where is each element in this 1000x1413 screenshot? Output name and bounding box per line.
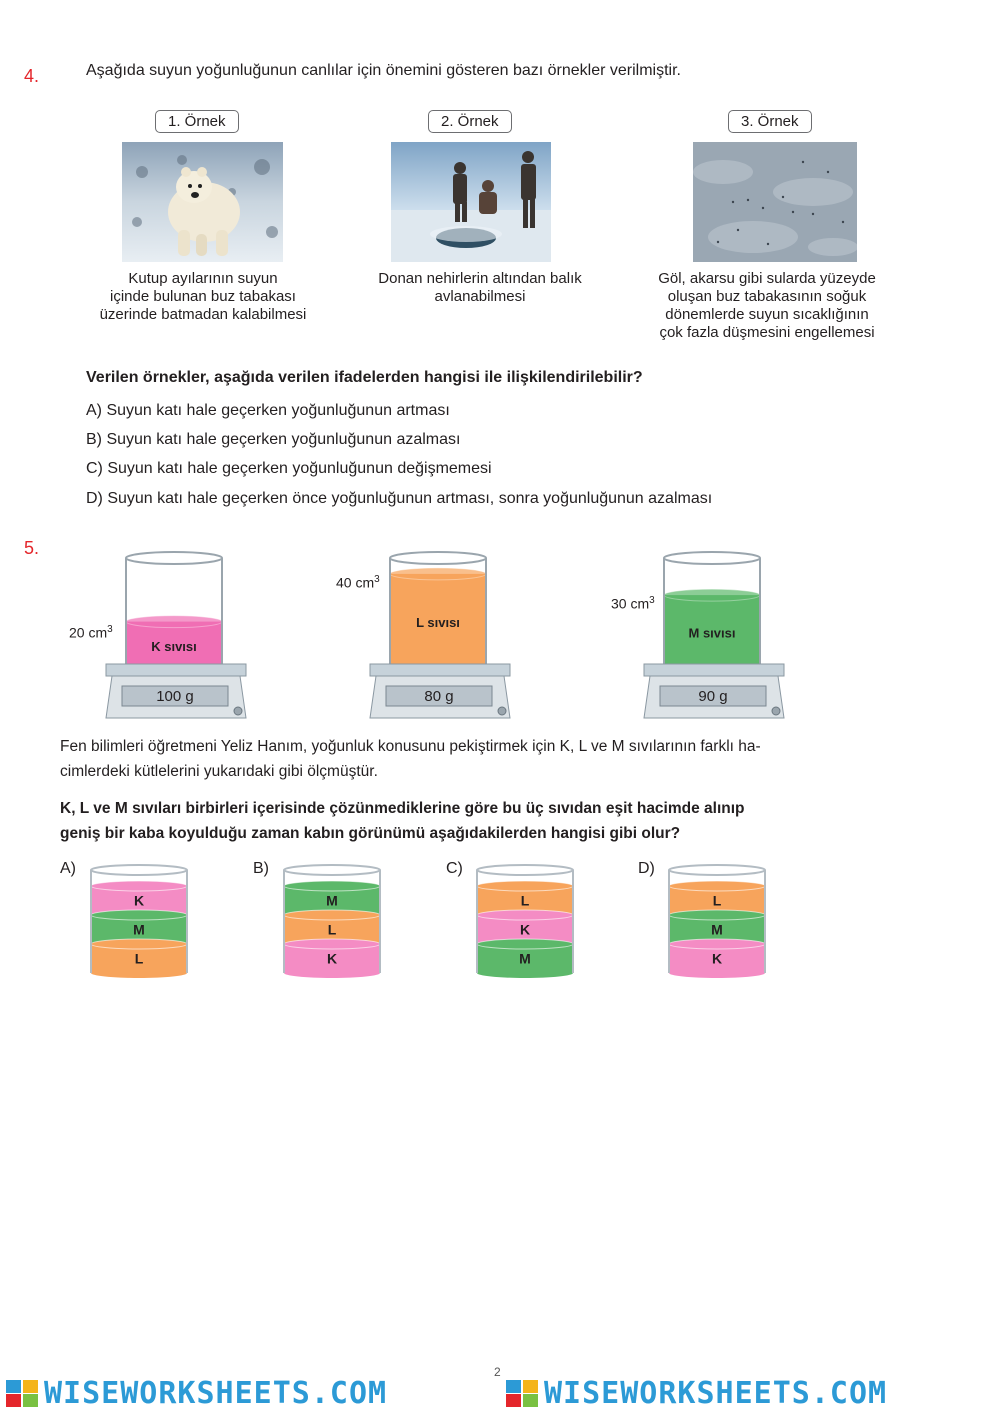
layer-surface <box>91 910 187 920</box>
glass-rim <box>284 865 380 875</box>
volume-value: 40 cm <box>336 574 375 591</box>
question-5-paragraph <box>60 734 940 784</box>
scale-reading: 80 g <box>424 688 454 705</box>
layer-letter: M <box>519 950 531 967</box>
layer-surface <box>669 881 765 891</box>
layer-surface <box>284 881 380 891</box>
volume-exponent: 3 <box>374 574 380 585</box>
scale-plate <box>106 664 246 676</box>
layer-surface <box>91 881 187 891</box>
question-4-stem: Verilen örnekler, aşağıda verilen ifadelerden hangisi ile ilişkilendirilebilir? <box>86 369 643 386</box>
volume-value: 30 cm <box>611 595 650 612</box>
scale-reading: 90 g <box>698 688 728 705</box>
caption-line: Göl, akarsu gibi sularda yüzeyde <box>658 270 876 287</box>
choice-d-beaker[interactable] <box>664 862 770 982</box>
layer-surface <box>477 910 573 920</box>
scale-knob <box>498 707 506 715</box>
question-4-intro: Aşağıda suyun yoğunluğunun canlılar için önemini gösteren bazı örnekler verilmiştir. <box>86 62 681 79</box>
scale-knob <box>772 707 780 715</box>
caption-line: dönemlerde suyun sıcaklığının <box>665 306 869 323</box>
layer-letter: L <box>327 921 337 938</box>
layer-letter: L <box>134 950 144 967</box>
caption-line: içinde bulunan buz tabakası <box>110 288 296 305</box>
caption-line: Donan nehirlerin altından balık <box>378 270 582 287</box>
layer-surface <box>477 939 573 949</box>
layer-bottom <box>477 968 573 978</box>
choice-b-beaker[interactable] <box>279 862 385 982</box>
layer-letter: K <box>133 892 145 909</box>
glass-rim <box>126 552 222 564</box>
layer-surface <box>669 910 765 920</box>
liquid-surface <box>126 616 222 628</box>
choice-a-label[interactable]: A) <box>60 860 76 877</box>
scale-plate <box>644 664 784 676</box>
scale-knob <box>234 707 242 715</box>
brand-text-right: WISEWORKSHEETS.COM <box>544 1376 888 1411</box>
ice-fishing-photo <box>391 142 551 262</box>
choice-d-label[interactable]: D) <box>638 860 655 877</box>
paragraph-line: cimlerdeki kütlelerini yukarıdaki gibi ölçmüştür. <box>60 763 378 780</box>
caption-line: çok fazla düşmesini engellemesi <box>659 324 875 341</box>
glass-rim <box>664 552 760 564</box>
volume-label-m <box>611 595 655 612</box>
brand-logo-left <box>4 1378 40 1413</box>
example-1-caption <box>92 270 314 324</box>
caption-line: Kutup ayılarının suyun <box>128 270 278 287</box>
layer-bottom <box>284 968 380 978</box>
choice-b-label[interactable]: B) <box>253 860 269 877</box>
option-a[interactable]: A) Suyun katı hale geçerken yoğunluğunun artması <box>86 402 450 419</box>
volume-exponent: 3 <box>649 595 655 606</box>
stem-line: geniş bir kaba koyulduğu zaman kabın görünümü aşağıdakilerden hangisi gibi olur? <box>60 825 681 842</box>
layer-bottom <box>669 968 765 978</box>
layer-letter: M <box>133 921 145 938</box>
choice-c-beaker[interactable] <box>472 862 578 982</box>
brand-text-left: WISEWORKSHEETS.COM <box>44 1376 388 1411</box>
layer-surface <box>284 939 380 949</box>
question-5-number: 5. <box>24 538 40 558</box>
paragraph-line: Fen bilimleri öğretmeni Yeliz Hanım, yoğunluk konusunu pekiştirmek için K, L ve M sıvılarının farklı ha- <box>60 738 761 755</box>
layer-surface <box>91 939 187 949</box>
caption-line: üzerinde batmadan kalabilmesi <box>99 306 307 323</box>
scale-reading: 100 g <box>156 688 194 705</box>
beaker-k-on-scale <box>104 548 254 723</box>
stem-line: K, L ve M sıvıları birbirleri içerisinde çözünmediklerine göre bu üç sıvıdan eşit hacimde alınıp <box>60 800 745 817</box>
volume-label-k <box>69 624 113 641</box>
layer-letter: M <box>711 921 723 938</box>
liquid-name: M sıvısı <box>688 625 736 641</box>
question-4-number: 4. <box>24 66 40 86</box>
liquid-name: L sıvısı <box>416 614 460 630</box>
example-2-tag: 2. Örnek <box>428 110 512 133</box>
glass-rim <box>669 865 765 875</box>
example-2-caption <box>364 270 596 306</box>
layer-letter: K <box>519 921 531 938</box>
glass-rim <box>477 865 573 875</box>
layer-surface <box>477 881 573 891</box>
liquid-surface <box>664 589 760 601</box>
option-b[interactable]: B) Suyun katı hale geçerken yoğunluğunun azalması <box>86 431 461 448</box>
polar-bear-photo <box>122 142 283 262</box>
layer-surface <box>669 939 765 949</box>
page-number: 2 <box>494 1365 501 1379</box>
liquid-name: K sıvısı <box>151 638 197 654</box>
layer-letter: K <box>326 950 338 967</box>
caption-line: oluşan buz tabakasının soğuk <box>667 288 867 305</box>
option-d[interactable]: D) Suyun katı hale geçerken önce yoğunluğunun artması, sonra yoğunluğunun azalması <box>86 490 713 507</box>
layer-letter: L <box>520 892 530 909</box>
choice-c-label[interactable]: C) <box>446 860 463 877</box>
liquid-surface <box>390 568 486 580</box>
brand-logo-right <box>504 1378 540 1413</box>
example-3-caption <box>640 270 894 342</box>
option-c[interactable]: C) Suyun katı hale geçerken yoğunluğunun değişmemesi <box>86 460 492 477</box>
glass-rim <box>91 865 187 875</box>
layer-letter: M <box>326 892 338 909</box>
scale-plate <box>370 664 510 676</box>
volume-label-l <box>336 574 380 591</box>
frozen-lake-photo <box>693 142 857 262</box>
caption-line: avlanabilmesi <box>434 288 526 305</box>
choice-a-beaker[interactable] <box>86 862 192 982</box>
question-5-stem <box>60 796 745 846</box>
layer-letter: L <box>712 892 722 909</box>
glass-rim <box>390 552 486 564</box>
example-3-tag: 3. Örnek <box>728 110 812 133</box>
layer-surface <box>284 910 380 920</box>
volume-exponent: 3 <box>107 624 113 635</box>
beaker-m-on-scale <box>642 548 792 723</box>
layer-bottom <box>91 968 187 978</box>
layer-letter: K <box>711 950 723 967</box>
volume-value: 20 cm <box>69 624 108 641</box>
beaker-l-on-scale <box>368 548 518 723</box>
example-1-tag: 1. Örnek <box>155 110 239 133</box>
